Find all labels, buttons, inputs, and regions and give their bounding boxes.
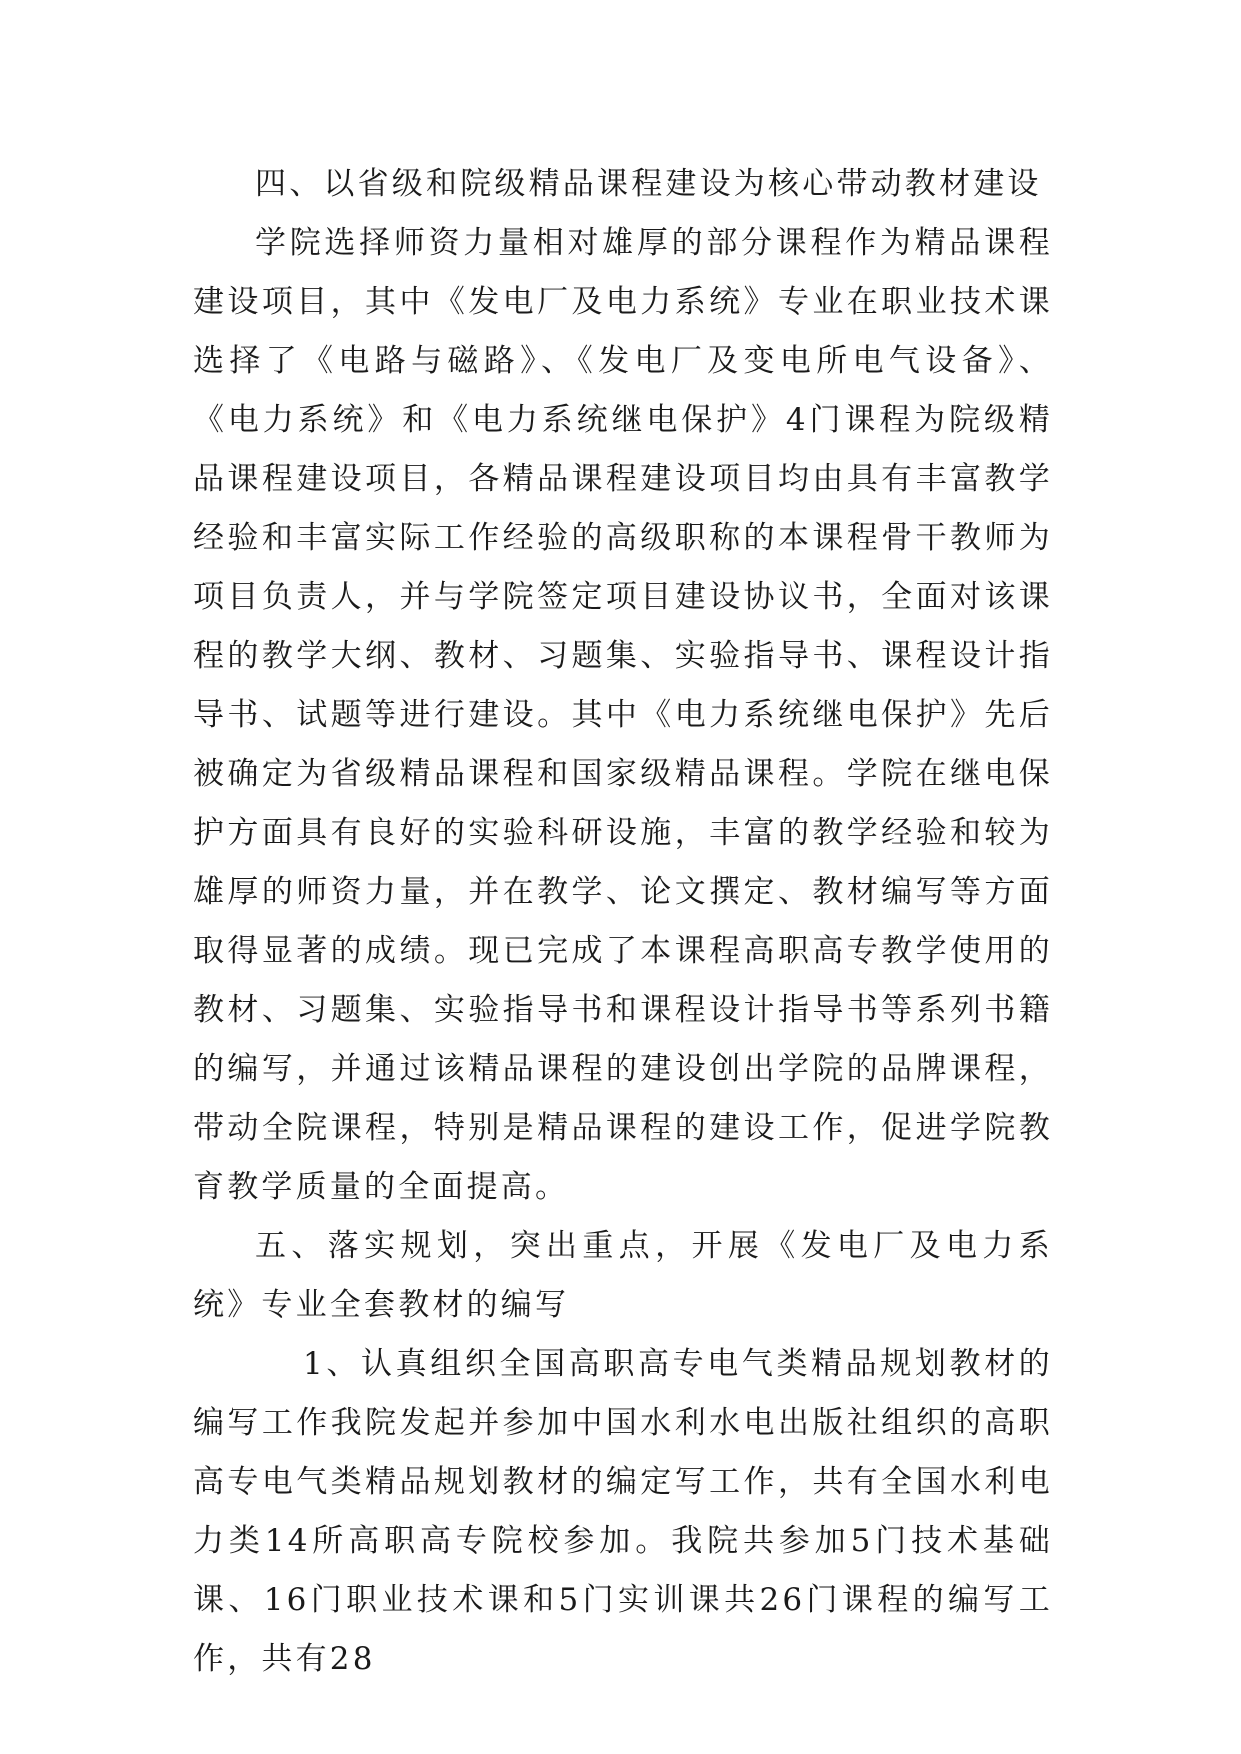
paragraph-textbook-compilation: 1、认真组织全国高职高专电气类精品规划教材的编写工作我院发起并参加中国水利水电出版社组织的高职高专电气类精品规划教材的编定写工作，共有全国水利电力类14所高职高专院校参加。我院共参加5门技术基础课、16门职业技术课和5门实训课共26门课程的编写工作，共有28 xyxy=(193,1346,1053,1677)
section-heading-five: 五、落实规划，突出重点，开展《发电厂及电力系统》专业全套教材的编写 xyxy=(193,1228,1053,1323)
section-heading-four: 四、以省级和院级精品课程建设为核心带动教材建设 xyxy=(255,166,1042,202)
document-body xyxy=(193,155,1053,1689)
paragraph-course-construction: 学院选择师资力量相对雄厚的部分课程作为精品课程建设项目，其中《发电厂及电力系统》专业在职业技术课选择了《电路与磁路》、《发电厂及变电所电气设备》、《电力系统》和《电力系统继电保护》4门课程为院级精品课程建设项目，各精品课程建设项目均由具有丰富教学经验和丰富实际工作经验的高级职称的本课程骨干教师为项目负责人，并与学院签定项目建设协议书，全面对该课程的教学大纲、教材、习题集、实验指导书、课程设计指导书、试题等进行建设。其中《电力系统继电保护》先后被确定为省级精品课程和国家级精品课程。学院在继电保护方面具有良好的实验科研设施，丰富的教学经验和较为雄厚的师资力量，并在教学、论文撰定、教材编写等方面取得显著的成绩。现已完成了本课程高职高专教学使用的教材、习题集、实验指导书和课程设计指导书等系列书籍的编写，并通过该精品课程的建设创出学院的品牌课程，带动全院课程，特别是精品课程的建设工作，促进学院教育教学质量的全面提高。 xyxy=(193,225,1053,1205)
